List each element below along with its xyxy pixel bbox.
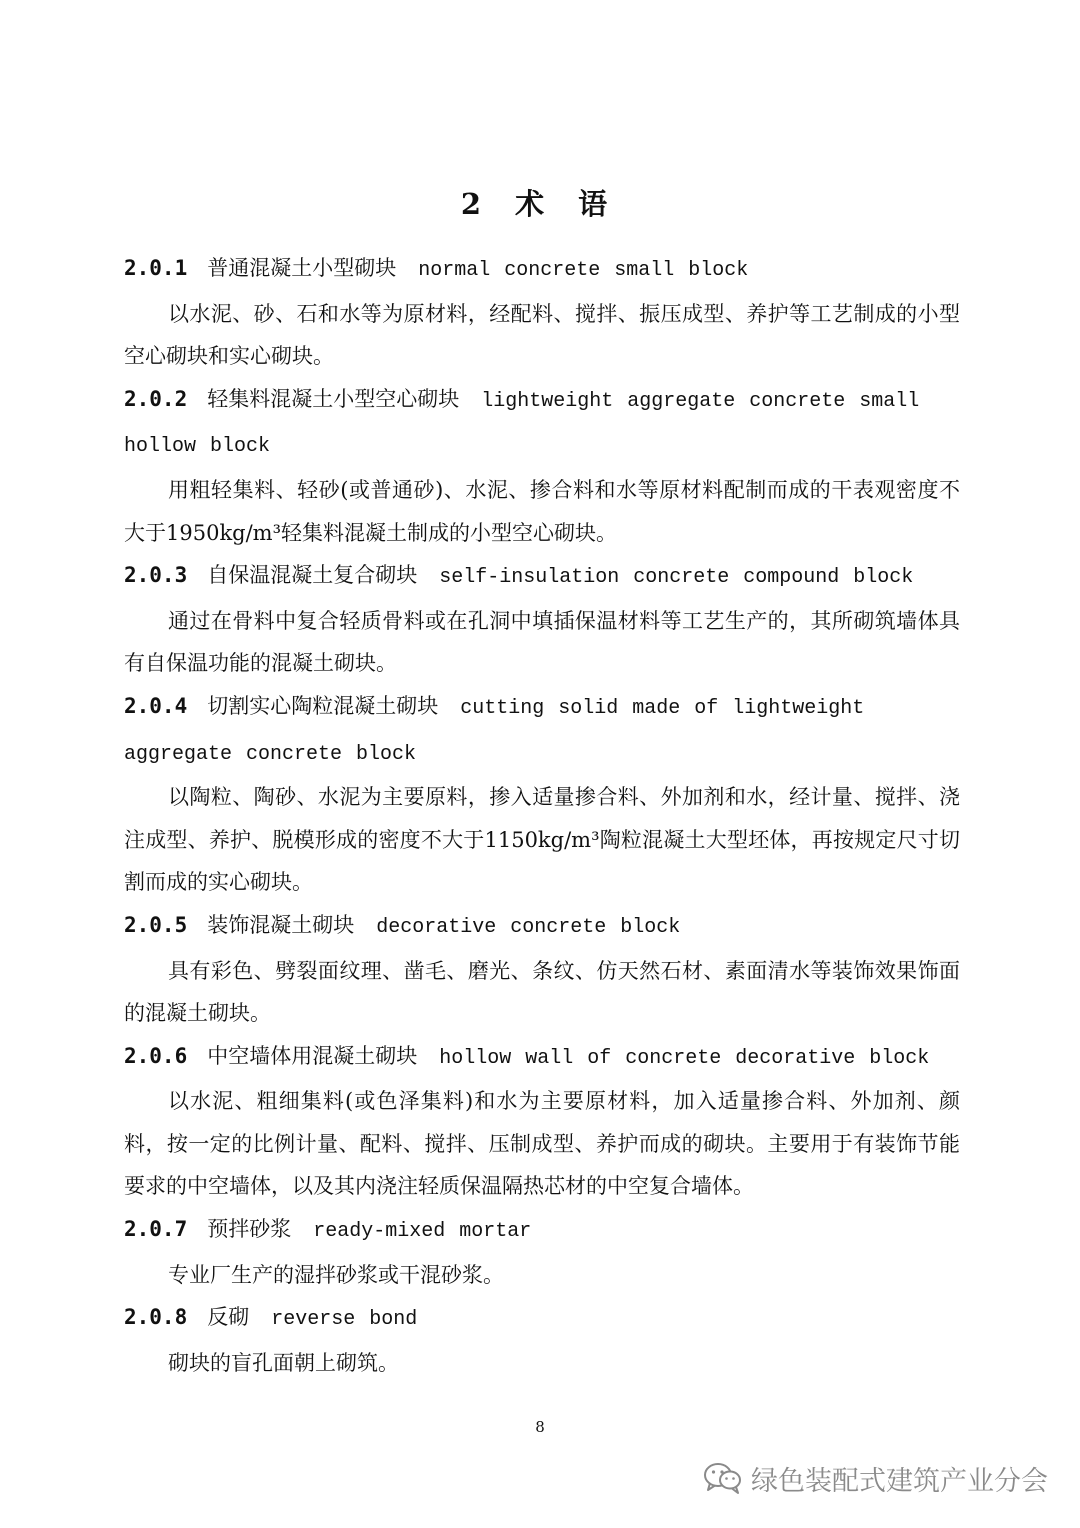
term-definition: 具有彩色、劈裂面纹理、凿毛、磨光、条纹、仿天然石材、素面清水等装饰效果饰面的混凝土砌块。 [124,958,960,1026]
wechat-icon [703,1461,743,1495]
term-definition: 专业厂生产的湿拌砂浆或干混砂浆。 [168,1262,504,1287]
term-number: 2.0.6 [124,1043,188,1068]
term-english: decorative concrete block [376,915,681,939]
term-heading [124,247,960,293]
term-number: 2.0.7 [124,1217,188,1242]
page-number: 8 [535,1418,545,1436]
term-chinese: 轻集料混凝土小型空心砌块 [207,386,460,411]
watermark [703,1458,1048,1498]
term-chinese: 中空墙体用混凝土砌块 [207,1043,418,1068]
term-number: 2.0.1 [124,256,188,280]
term-number: 2.0.4 [124,693,188,718]
term-chinese: 自保温混凝土复合砌块 [207,563,418,588]
term-heading [124,904,960,950]
term-heading [124,554,960,600]
term-number: 2.0.5 [124,912,188,937]
term-chinese: 反砌 [207,1305,250,1330]
term-heading [124,1035,960,1081]
term-chinese: 预拌砂浆 [207,1217,292,1242]
term-definition: 砌块的盲孔面朝上砌筑。 [168,1350,399,1375]
term-english: cutting solid made of lightweight aggregate concrete block [124,696,865,766]
term-heading [124,378,960,469]
term-english: hollow wall of concrete decorative block [439,1046,930,1070]
term-chinese: 装饰混凝土砌块 [207,912,355,937]
term-chinese: 普通混凝土小型砌块 [207,256,397,280]
term-heading [124,1208,960,1254]
term-heading [124,1296,960,1342]
chapter-title: 2 术 语 [460,187,620,221]
term-definition: 以水泥、砂、石和水等为原材料，经配料、搅拌、振压成型、养护等工艺制成的小型空心砌块和实心砌块。 [124,301,960,369]
term-chinese: 切割实心陶粒混凝土砌块 [207,693,439,718]
term-number: 2.0.3 [124,563,188,588]
term-number: 2.0.2 [124,386,188,411]
term-definition: 用粗轻集料、轻砂(或普通砂)、水泥、掺合料和水等原材料配制而成的干表观密度不大于1950kg/m³轻集料混凝土制成的小型空心砌块。 [124,477,960,545]
term-definition: 以水泥、粗细集料(或色泽集料)和水为主要原材料，加入适量掺合料、外加剂、颜料，按一定的比例计量、配料、搅拌、压制成型、养护而成的砌块。主要用于有装饰节能要求的中空墙体，以及其内浇注轻质保温隔热芯材的中空复合墙体。 [124,1089,960,1199]
term-number: 2.0.8 [124,1305,188,1330]
term-definition: 通过在骨料中复合轻质骨料或在孔洞中填插保温材料等工艺生产的，其所砌筑墙体具有自保温功能的混凝土砌块。 [124,608,960,676]
term-english: reverse bond [271,1308,418,1332]
term-heading [124,685,960,776]
term-english: self-insulation concrete compound block [439,566,914,590]
term-english: lightweight aggregate concrete small hollow block [124,389,920,459]
term-definition: 以陶粒、陶砂、水泥为主要原料，掺入适量掺合料、外加剂和水，经计量、搅拌、浇注成型、养护、脱模形成的密度不大于1150kg/m³陶粒混凝土大型坯体，再按规定尺寸切割而成的实心砌块。 [124,785,960,895]
term-english: ready-mixed mortar [313,1220,532,1244]
watermark-text: 绿色装配式建筑产业分会 [751,1465,1048,1497]
terms-list [124,247,960,1384]
term-english: normal concrete small block [418,259,749,282]
